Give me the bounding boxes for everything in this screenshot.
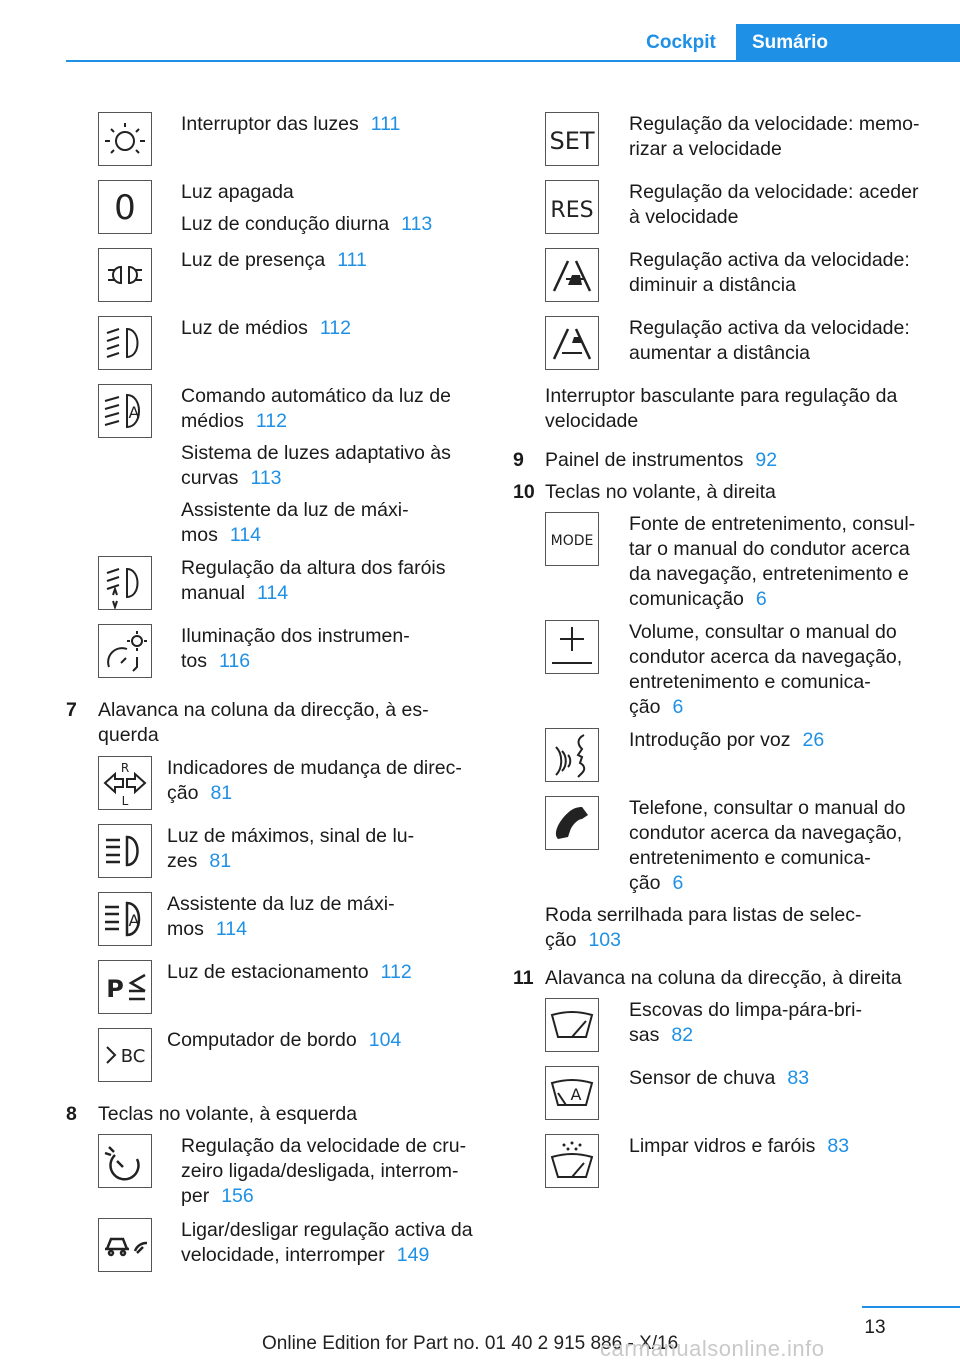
page-header (0, 0, 960, 64)
high-beam-assist-icon (98, 892, 152, 946)
page-link[interactable]: 81 (210, 782, 233, 804)
entry-text (629, 1134, 929, 1159)
section-number: 7 (66, 699, 77, 721)
svg-text:A: A (128, 403, 140, 422)
section-number: 10 (513, 481, 535, 503)
entry-text (181, 1134, 476, 1209)
high-beam-icon (98, 824, 152, 878)
entry-text (629, 112, 929, 162)
rain-sensor-icon (545, 1066, 599, 1120)
entry-text (629, 620, 914, 720)
entry-text (181, 1218, 481, 1268)
page-link[interactable]: 112 (380, 961, 412, 983)
entry-label: Luz de máximos, sinal de lu- zes (167, 825, 415, 872)
page-link[interactable]: 82 (671, 1024, 694, 1046)
entry-label: Sensor de chuva (629, 1067, 776, 1089)
board-computer-icon (98, 1028, 152, 1082)
res-icon-label: RES (550, 198, 594, 223)
entry-label: Interruptor das luzes (181, 113, 359, 135)
edition-text: Online Edition for Part no. 01 40 2 915 886 - X/16 (262, 1333, 679, 1354)
header-rule (66, 60, 960, 62)
light-switch-icon (98, 112, 152, 166)
section-title: Alavanca na coluna da direcção, à es- querda (98, 699, 429, 746)
entry-label: Regulação activa da velocidade: diminuir a distância (629, 249, 910, 296)
entry-label: Luz de condução diurna (181, 213, 390, 235)
section-title: Teclas no volante, à direita (545, 481, 776, 503)
page-number: 13 (864, 1317, 886, 1338)
entry-text (181, 112, 471, 137)
set-icon-label: SET (549, 127, 595, 155)
entry-text (181, 180, 471, 237)
entry-label: Regulação da velocidade de cru- zeiro ligada/desligada, interrom- per (181, 1135, 467, 1207)
page-link[interactable]: 103 (588, 929, 621, 951)
entry-text (629, 1066, 929, 1091)
entry-text (167, 960, 472, 985)
entry-label: Luz apagada (181, 181, 294, 203)
entry-text (629, 998, 889, 1048)
distance-decrease-icon (545, 248, 599, 302)
thumbwheel-text (545, 903, 875, 953)
entry-label: Regulação activa da velocidade: aumentar a distância (629, 317, 910, 364)
washer-icon (545, 1134, 599, 1188)
page-link[interactable]: 26 (802, 729, 825, 751)
entry-label: Luz de estacionamento (167, 961, 369, 983)
entry-text (629, 180, 929, 230)
svg-text:A: A (128, 911, 140, 930)
page-link[interactable]: 156 (221, 1185, 254, 1207)
svg-text:BC: BC (120, 1046, 146, 1067)
section-title (545, 448, 925, 473)
entry-label: Regulação da velocidade: memo- rizar a velocidade (629, 113, 920, 160)
mode-icon (545, 512, 599, 566)
entry-label: Escovas do limpa-pára-bri- sas (629, 999, 863, 1046)
entry-label: Luz de médios (181, 317, 308, 339)
instrument-lighting-icon (98, 624, 152, 678)
page-link[interactable]: 6 (672, 696, 684, 718)
svg-text:R: R (120, 761, 130, 775)
section-number: 8 (66, 1103, 77, 1125)
entry-label: Iluminação dos instrumen- tos (181, 625, 410, 672)
entry-text (181, 248, 471, 273)
tab-sumario[interactable]: Sumário (736, 24, 960, 62)
svg-text:L: L (121, 794, 129, 808)
entry-label: Assistente da luz de máxi- mos (181, 499, 409, 546)
entry-text (181, 384, 471, 548)
page-link[interactable]: 81 (209, 850, 232, 872)
voice-input-icon (545, 728, 599, 782)
page-link[interactable]: 112 (255, 410, 287, 432)
entry-text (629, 316, 929, 366)
set-icon (545, 112, 599, 166)
entry-label: Sistema de luzes adaptativo às curvas (181, 442, 451, 489)
entry-label: Indicadores de mudança de direc- ção (167, 757, 462, 804)
section-title: Alavanca na coluna da direcção, à direita (545, 967, 902, 989)
page-link[interactable]: 6 (672, 872, 684, 894)
entry-label: Volume, consultar o manual do condutor acerca da navegação, entretenimento e comunica- ção (629, 621, 903, 718)
entry-text (629, 512, 929, 612)
page-link[interactable]: 116 (219, 650, 251, 672)
page-link[interactable]: 113 (401, 213, 433, 235)
distance-increase-icon (545, 316, 599, 370)
section-number: 9 (513, 449, 524, 471)
page-link[interactable]: 92 (755, 449, 778, 471)
page-link[interactable]: 113 (250, 467, 282, 489)
mode-icon-label: MODE (550, 533, 594, 549)
rain-sensor-icon-label: A (570, 1085, 582, 1104)
footer-rule (862, 1306, 960, 1308)
parking-lights-icon (98, 248, 152, 302)
entry-label: Comando automático da luz de médios (181, 385, 451, 432)
entry-text (629, 728, 929, 753)
entry-text (167, 892, 427, 942)
page-link[interactable]: 6 (755, 588, 767, 610)
rocker-switch-text: Interruptor basculante para regulação da velocidade (545, 385, 898, 432)
entry-label: Assistente da luz de máxi- mos (167, 893, 395, 940)
wiper-icon (545, 998, 599, 1052)
svg-text:0: 0 (114, 188, 136, 228)
entry-label: Regulação da altura dos faróis manual (181, 557, 446, 604)
section-number: 11 (513, 967, 534, 989)
page-link[interactable]: 114 (215, 918, 247, 940)
entry-label: Ligar/desligar regulação activa da velocidade, interromper (181, 1219, 473, 1266)
entry-text (181, 316, 471, 341)
entry-label: Roda serrilhada para listas de selec- ção (545, 904, 862, 951)
headlight-range-icon (98, 556, 152, 610)
page-link[interactable]: 83 (827, 1135, 850, 1157)
tab-cockpit[interactable]: Cockpit (626, 24, 736, 60)
entry-label: Introdução por voz (629, 729, 791, 751)
entry-label: Fonte de entretenimento, consul- tar o manual do condutor acerca da navegação, entretenimento e comunicação (629, 513, 916, 610)
page-link[interactable]: 112 (319, 317, 351, 339)
entry-label: Regulação da velocidade: aceder à velocidade (629, 181, 919, 228)
entry-text (167, 756, 472, 806)
entry-text (629, 248, 929, 298)
entry-label: Computador de bordo (167, 1029, 357, 1051)
page-link[interactable]: 111 (337, 249, 367, 271)
low-beam-icon (98, 316, 152, 370)
svg-text:P: P (106, 975, 124, 1003)
volume-plus-icon (545, 620, 599, 674)
section-title: Teclas no volante, à esquerda (98, 1103, 358, 1125)
watermark: carmanualsonline.info (600, 1336, 825, 1361)
entry-label: Limpar vidros e faróis (629, 1135, 816, 1157)
page-link[interactable]: 104 (368, 1029, 402, 1051)
entry-label: Painel de instrumentos (545, 449, 744, 471)
page-link[interactable]: 83 (787, 1067, 810, 1089)
page-link[interactable]: 114 (229, 524, 261, 546)
page-link[interactable]: 149 (396, 1244, 430, 1266)
entry-text (181, 624, 431, 674)
parking-light-icon (98, 960, 152, 1014)
entry-label: Luz de presença (181, 249, 326, 271)
entry-text (167, 824, 437, 874)
page-link[interactable]: 111 (370, 113, 401, 135)
light-off-icon (98, 180, 152, 234)
turn-signal-icon (98, 756, 152, 810)
res-icon (545, 180, 599, 234)
page-link[interactable]: 114 (256, 582, 289, 604)
cruise-control-icon (98, 1134, 152, 1188)
entry-text (167, 1028, 472, 1053)
telephone-icon (545, 796, 599, 850)
entry-text (629, 796, 929, 896)
entry-label: Telefone, consultar o manual do condutor acerca da navegação, entretenimento e comunica- ção (629, 797, 906, 894)
auto-headlight-icon (98, 384, 152, 438)
active-cruise-icon (98, 1218, 152, 1272)
entry-text (181, 556, 471, 606)
